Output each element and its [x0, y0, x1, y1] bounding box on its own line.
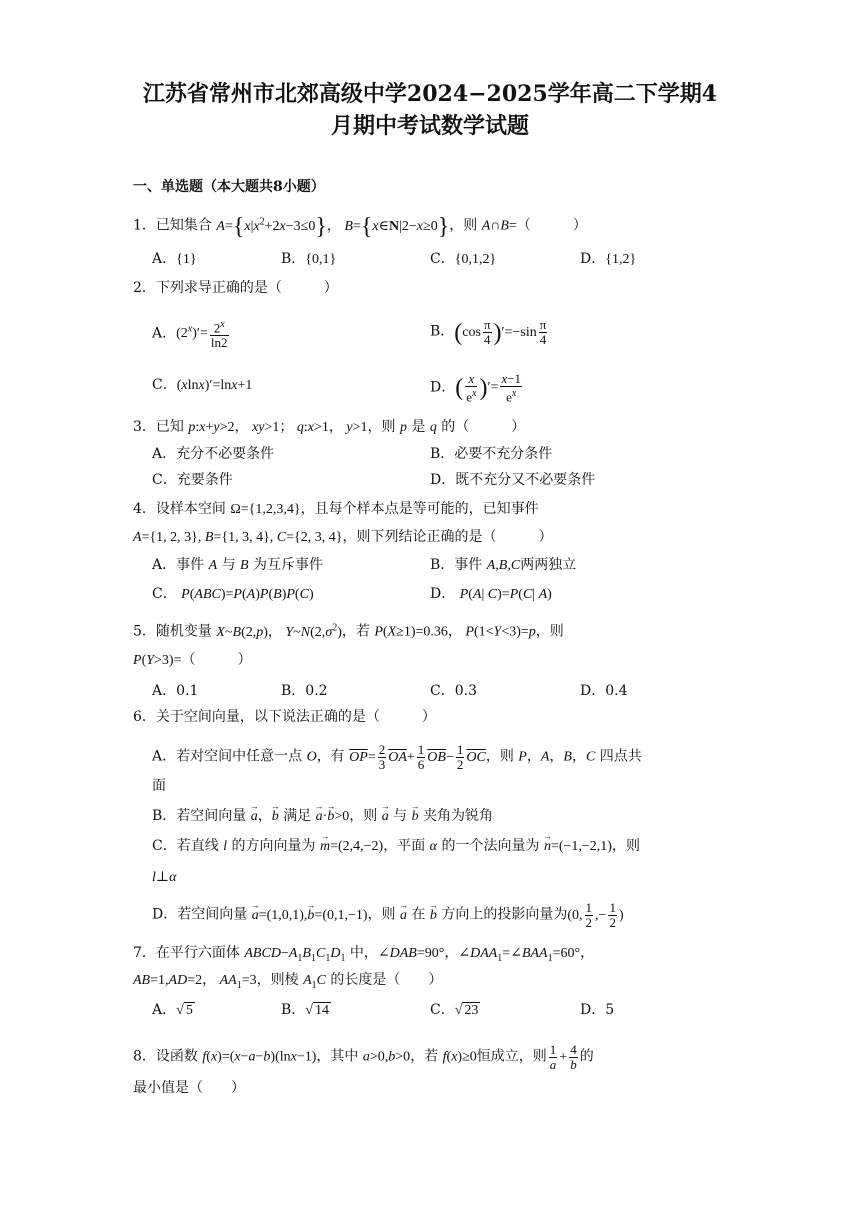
q6-option-b: B．若空间向量 → a，→ b 满足 → a·→ b>0，则 → a 与 → b 夹角为锐角: [152, 806, 493, 827]
q1-option-a: A．{1}: [152, 251, 197, 267]
q4-option-c: C． P(ABC)=P(A)P(B)P(C): [152, 586, 314, 602]
q2-option-b: B．(cos $\frac{\pi}{4}$ )′=−sin $\frac{\pi}{4}$: [430, 317, 547, 347]
question-8: 8．设函数 f(x)=(x−a−b)(lnx−1)，其中 a>0,b>0，若 f(x)≥0恒成立，则 $\frac{1}{a}$ + $\frac{4}{b}$ 的: [133, 1042, 594, 1072]
q1-option-c: C．{0,1,2}: [430, 251, 497, 267]
q2-option-d: D．( $\frac{x}{e^x}$ )′= $\frac{x-1}{e^x}$: [430, 371, 522, 405]
q7-option-b: B．√ 14: [281, 1002, 329, 1018]
q3-option-a: A．充分不必要条件: [152, 446, 275, 462]
q3-option-d: D．既不充分又不必要条件: [430, 472, 596, 488]
q4-option-b: B．事件 A,B,C两两独立: [430, 557, 577, 573]
q5-option-a: A．0.1: [152, 683, 199, 699]
document-title-line2: 月期中考试数学试题: [330, 113, 529, 139]
q2-option-c: C．(xlnx)′=lnx+1: [152, 377, 253, 393]
question-7-cont: AB=1,AD=2， $AA_1=3$，则棱 $A_1C$ 的长度是（ ）: [133, 972, 443, 991]
question-5: 5．随机变量 X~B(2,p)， $Y\sim N(2,\sigma^2)$，若 P(X≥1)=0.36， P(1<Y<3)=p，则: [133, 622, 564, 640]
question-3: 3．已知 p:x+y>2， xy>1； q:x>1， y>1，则 p 是 q 的（ ）: [133, 419, 526, 435]
question-4: 4．设样本空间 Ω={1,2,3,4}，且每个样本点是等可能的，已知事件: [133, 501, 539, 517]
q5-option-b: B．0.2: [281, 683, 328, 699]
q6-option-c: C．若直线 l 的方向向量为 → m=(2,4,−2)，平面 α 的一个法向量为 → n=(−1,−2,1)，则: [152, 836, 640, 857]
question-7: 7．在平行六面体 $ABCD-A_1B_1C_1D_1$ 中，∠DAB=90°，$\angle DAA_1=\angle BAA_1=60^\circ$，: [133, 945, 595, 964]
question-4-cont: A={1, 2, 3}, B={1, 3, 4}, C={2, 3, 4}，则下列结论正确的是（ ）: [133, 529, 553, 545]
q2-option-a: A．$(2^x)'=$ $\frac{2^x}{\ln 2}$: [152, 319, 228, 351]
q6-option-d: D．若空间向量 → a=(1,0,1),→ b=(0,1,−1)，则 → a 在 → b 方向上的投影向量为(0, $\frac{1}{2}$ ,− $\frac{1}{2}$ ): [152, 901, 624, 930]
q6-option-c-cont: l⊥α: [152, 870, 177, 885]
q7-option-a: A．√ 5: [152, 1002, 193, 1018]
q4-option-a: A．事件 A 与 B 为互斥事件: [152, 557, 324, 573]
document-title-line1: 江苏省常州市北郊高级中学2024−2025学年高二下学期4: [142, 81, 718, 107]
question-5-cont: P(Y>3)=（ ）: [133, 652, 252, 668]
question-6: 6．关于空间向量，以下说法正确的是（ ）: [133, 709, 436, 725]
q1-option-b: B．{0,1}: [281, 251, 337, 267]
q3-option-b: B．必要不充分条件: [430, 446, 553, 462]
q7-option-c: C．√ 23: [430, 1002, 479, 1018]
q1-option-d: D．{1,2}: [580, 251, 637, 267]
q4-option-d: D． P(A| C)=P(C| A): [430, 586, 552, 602]
q6-option-a-cont: 面: [152, 778, 166, 794]
q3-option-c: C．充要条件: [152, 472, 233, 488]
question-8-cont: 最小值是（ ）: [133, 1080, 245, 1096]
section-heading: 一、单选题（本大题共8小题）: [133, 179, 325, 195]
question-2: 2．下列求导正确的是（ ）: [133, 280, 338, 296]
q6-option-a: A．若对空间中任意一点 O，有 $\overline{OP}=$ $\frac{2}{3}$ $\overline{OA}+$ $\frac{1}{6}$ $\overline{OB}-$ $\frac{1}{2}$ $\overline{OC}$，则 P，A，B，C 四点共: [152, 742, 642, 772]
question-1: 1．已知集合 $A=\{x|x^2+2x-3\le 0\}$， B={x∈N|2−x≥0}，则 A∩B=（ ）: [133, 213, 587, 240]
q5-option-d: D．0.4: [580, 683, 628, 699]
q7-option-d: D．5: [580, 1002, 615, 1018]
q5-option-c: C．0.3: [430, 683, 477, 699]
